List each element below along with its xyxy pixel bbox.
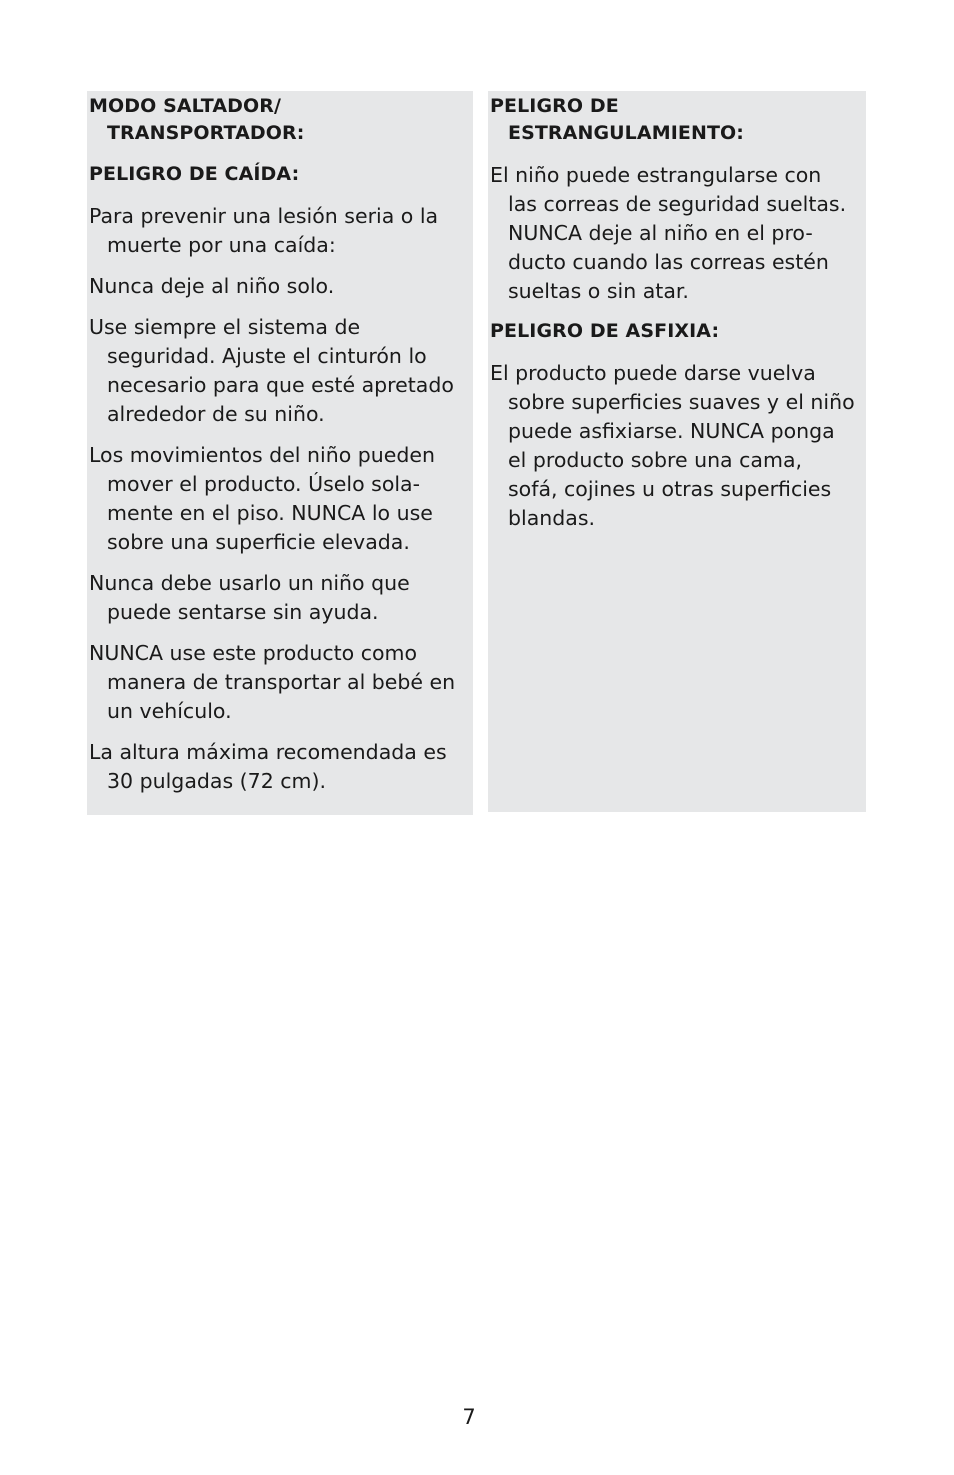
fall-hazard-paragraph: NUNCA use este producto como manera de transportar al bebé en un vehículo. [89, 641, 456, 723]
strangulation-suffocation-panel [488, 91, 866, 812]
fall-hazard-panel [87, 91, 473, 815]
mode-heading: MODO SALTADOR/ TRANSPORTADOR: [89, 95, 305, 144]
fall-hazard-heading: PELIGRO DE CAÍDA: [89, 163, 300, 185]
page-number: 7 [462, 1405, 476, 1429]
strangulation-heading: PELIGRO DE ESTRANGULAMIENTO: [490, 95, 744, 144]
strangulation-paragraph: El niño puede estrangularse con las correas de seguridad sueltas. NUNCA deje al niño en el pro- ducto cuando las correas estén sueltas o sin atar. [490, 163, 847, 303]
fall-hazard-paragraph: Nunca debe usarlo un niño que puede sentarse sin ayuda. [89, 571, 410, 624]
fall-hazard-paragraph: Use siempre el sistema de seguridad. Ajuste el cinturón lo necesario para que esté apretado alrededor de su niño. [89, 315, 454, 426]
fall-hazard-paragraph: Para prevenir una lesión seria o la muerte por una caída: [89, 204, 439, 257]
suffocation-heading: PELIGRO DE ASFIXIA: [490, 320, 720, 342]
fall-hazard-paragraph: La altura máxima recomendada es 30 pulgadas (72 cm). [89, 740, 447, 793]
fall-hazard-paragraph: Nunca deje al niño solo. [89, 274, 335, 298]
suffocation-paragraph: El producto puede darse vuelva sobre superficies suaves y el niño puede asfixiarse. NUNCA ponga el producto sobre una cama, sofá, cojines u otras superficies blandas. [490, 361, 855, 530]
fall-hazard-paragraph: Los movimientos del niño pueden mover el producto. Úselo sola- mente en el piso. NUNCA lo use sobre una superficie elevada. [89, 443, 435, 554]
